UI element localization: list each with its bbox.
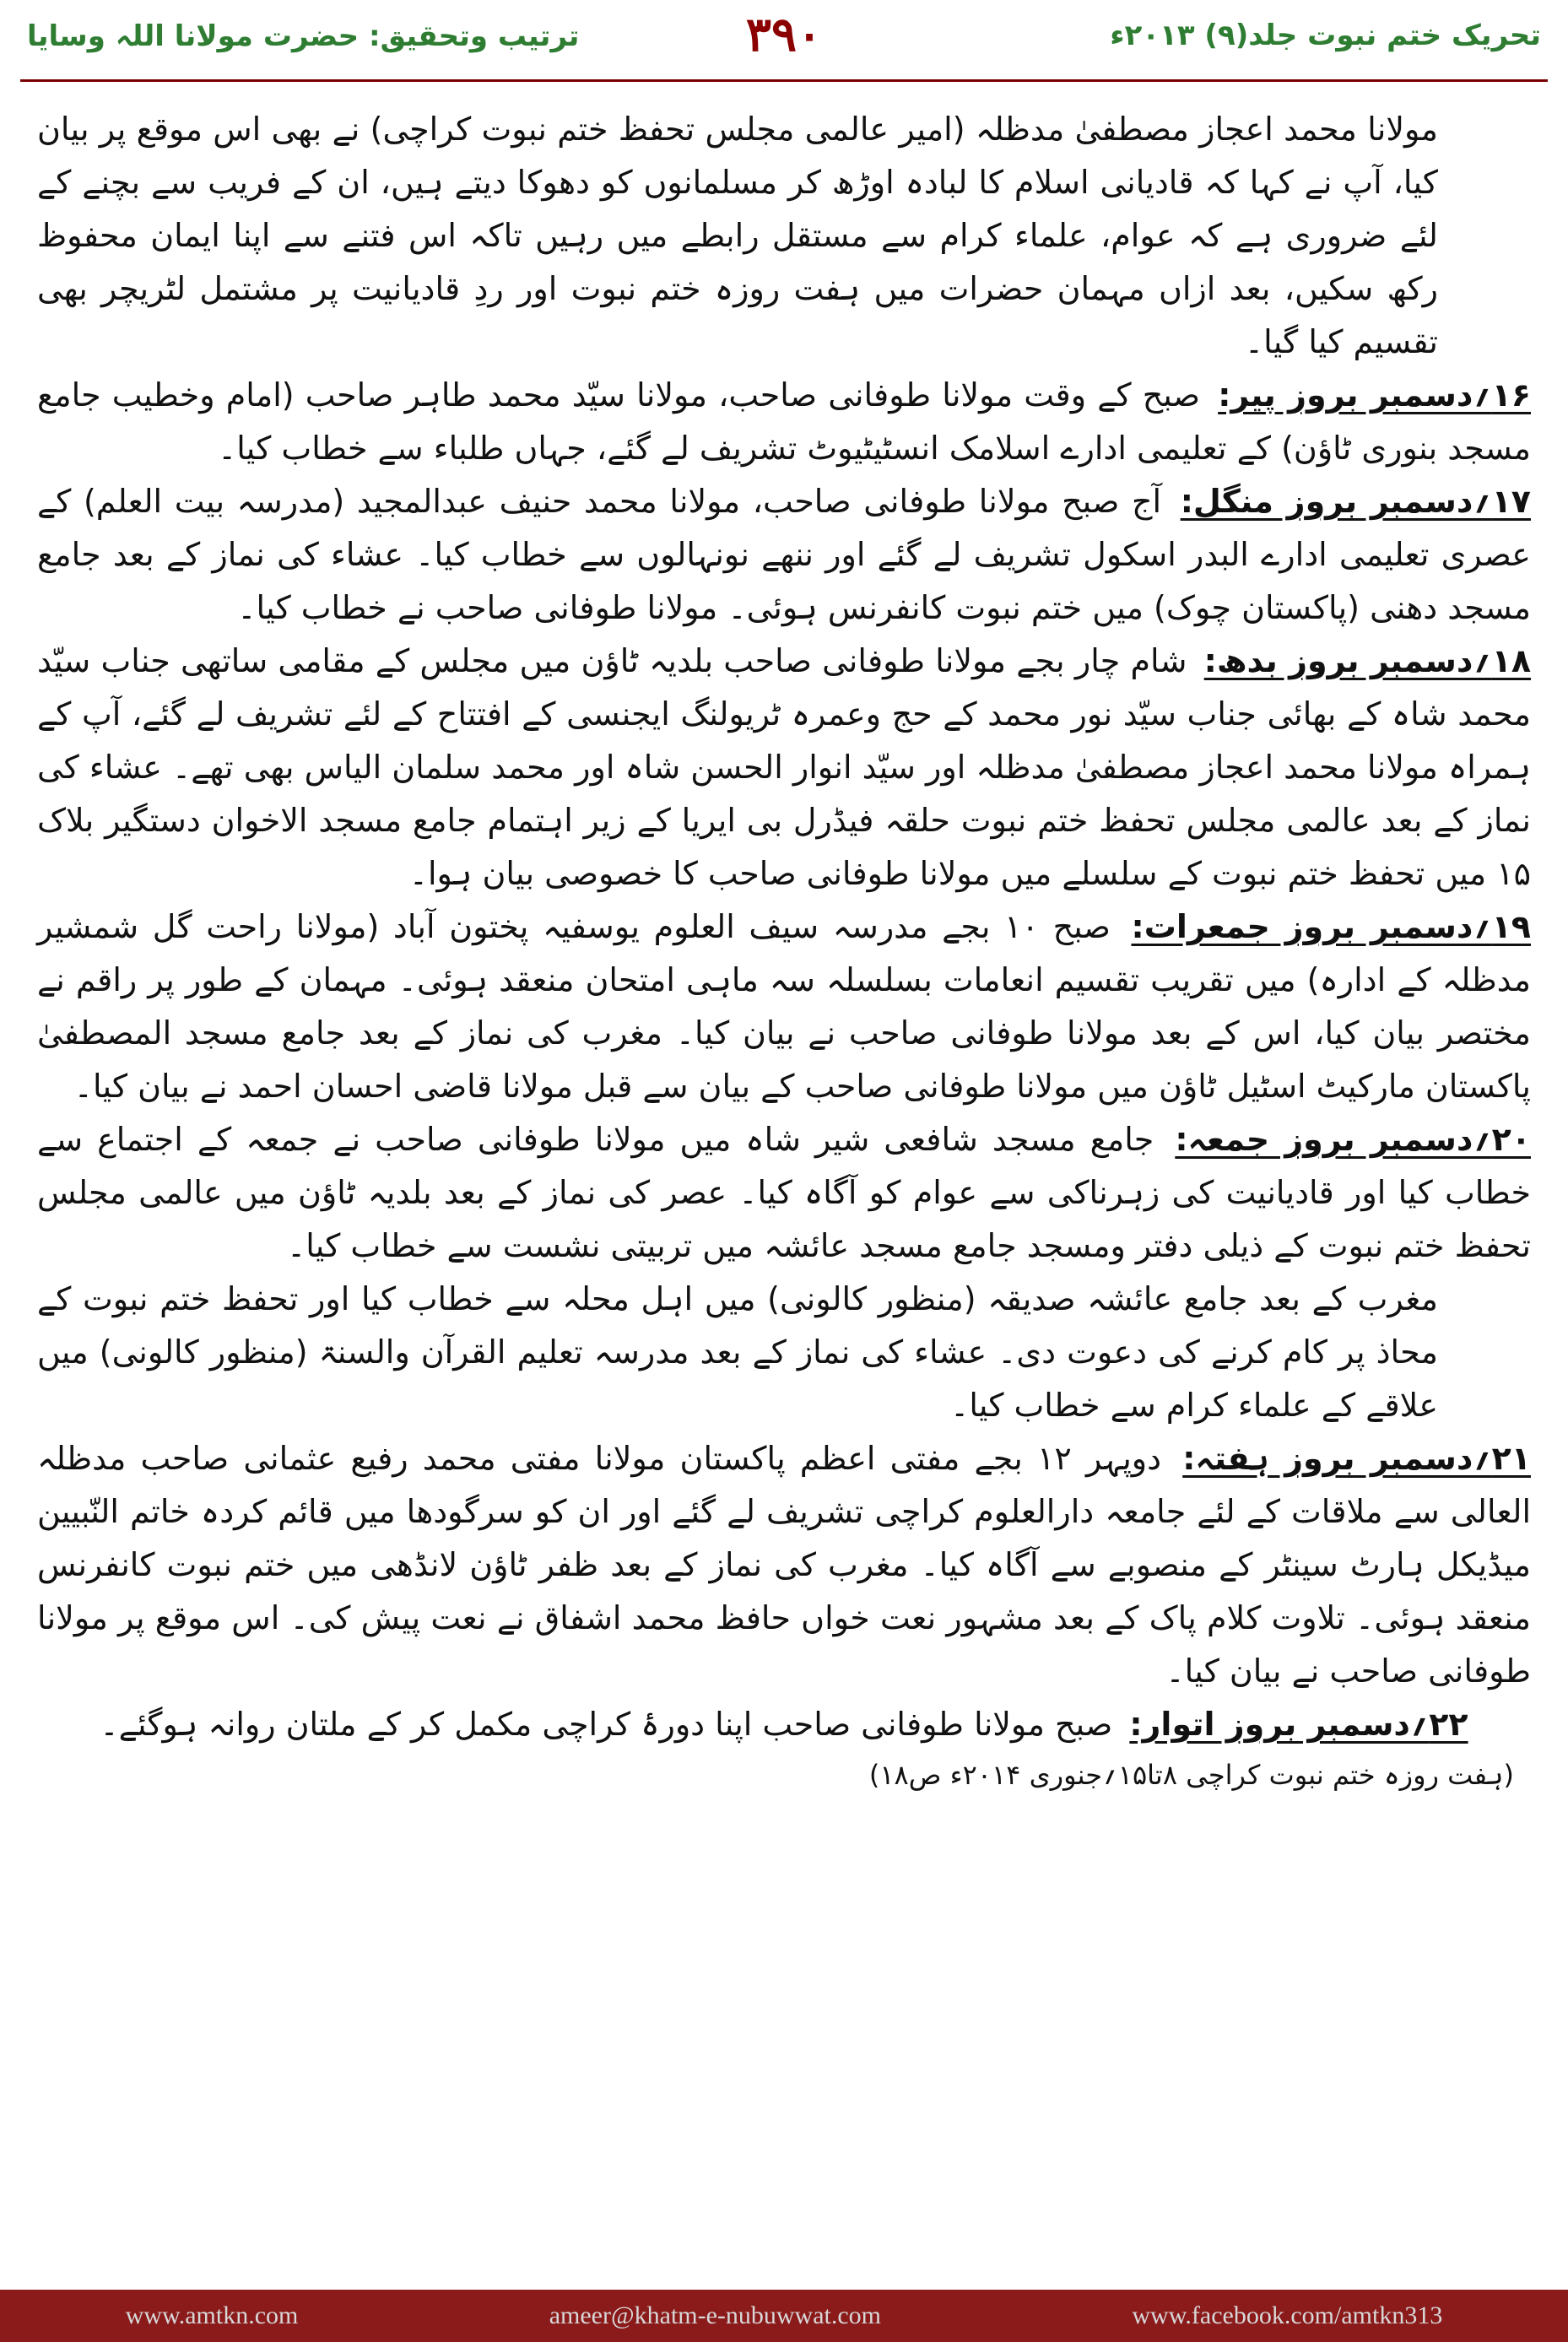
date-heading: ۲۰؍دسمبر بروز جمعہ: (1175, 1121, 1531, 1158)
page-footer (0, 2290, 1568, 2342)
date-heading: ۱۶؍دسمبر بروز پیر: (1218, 376, 1531, 414)
series-title: تحریک ختم نبوت جلد(۹) ۲۰۱۳ء (1110, 19, 1541, 52)
paragraph-text: دوپہر ۱۲ بجے مفتی اعظم پاکستان مولانا مفتی محمد رفیع عثمانی صاحب مدظلہ العالی سے ملاقات کے لئے جامعہ دارالعلوم کراچی تشریف لے گئے اور ان کو سرگودھا میں قائم کردہ خاتم النّبیین میڈیکل ہارٹ سینٹر کے منصوبے سے آگاہ کیا۔ مغرب کی نماز کے بعد ظفر ٹاؤن لانڈھی میں ختم نبوت کانفرنس منعقد ہوئی۔ تلاوت کلام پاک کے بعد مشہور نعت خواں حافظ محمد اشفاق نے نعت پیش کی۔ اس موقع پر مولانا طوفانی صاحب نے بیان کیا۔ (37, 1440, 1531, 1690)
header-divider (20, 79, 1548, 82)
paragraph-dec-16 (37, 369, 1531, 475)
paragraph-text: صبح مولانا طوفانی صاحب اپنا دورۂ کراچی مکمل کر کے ملتان روانہ ہوگئے۔ (100, 1706, 1113, 1743)
paragraph-text: مغرب کے بعد جامع عائشہ صدیقہ (منظور کالونی) میں اہل محلہ سے خطاب کیا اور تحفظ ختم نبوت کے محاذ پر کام کرنے کی دعوت دی۔ عشاء کی نماز کے بعد مدرسہ تعلیم القرآن والسنۃ (منظور کالونی) میں علاقے کے علماء کرام سے خطاب کیا۔ (37, 1280, 1438, 1424)
paragraph-text: آج صبح مولانا طوفانی صاحب، مولانا محمد حنیف عبدالمجید (مدرسہ بیت العلم) کے عصری تعلیمی ادارے البدر اسکول تشریف لے گئے اور ننھے نونہالوں سے خطاب کیا۔ عشاء کی نماز کے بعد جامع مسجد دھنی (پاکستان چوک) میں ختم نبوت کانفرنس ہوئی۔ مولانا طوفانی صاحب نے خطاب کیا۔ (37, 483, 1531, 626)
paragraph-dec-20 (37, 1113, 1531, 1273)
paragraph-text: مولانا محمد اعجاز مصطفیٰ مدظلہ (امیر عالمی مجلس تحفظ ختم نبوت کراچی) نے بھی اس موقع پر بیان کیا، آپ نے کہا کہ قادیانی اسلام کا لبادہ اوڑھ کر مسلمانوں کو دھوکا دیتے ہیں، ان کے فریب سے بچنے کے لئے ضروری ہے کہ عوام، علماء کرام سے مستقل رابطے میں رہیں تاکہ اس فتنے سے اپنا ایمان محفوظ رکھ سکیں، بعد ازاں مہمان حضرات میں ہفت روزہ ختم نبوت اور ردِ قادیانیت پر مشتمل لٹریچر بھی تقسیم کیا گیا۔ (37, 111, 1438, 360)
source-reference: (ہفت روزہ ختم نبوت کراچی ۸تا۱۵؍جنوری ۲۰۱۴ء ص۱۸) (868, 1759, 1514, 1791)
paragraph-text: صبح ۱۰ بجے مدرسہ سیف العلوم یوسفیہ پختون آباد (مولانا راحت گل شمشیر مدظلہ کے ادارہ) میں تقریب تقسیم انعامات بسلسلہ سہ ماہی امتحان منعقد ہوئی۔ مہمان کے طور پر راقم نے مختصر بیان کیا، اس کے بعد مولانا طوفانی صاحب نے بیان کیا۔ مغرب کی نماز کے بعد جامع مسجد المصطفیٰ پاکستان مارکیٹ اسٹیل ٹاؤن میں مولانا طوفانی صاحب کے بیان سے قبل مولانا قاضی احسان احمد نے بیان کیا۔ (37, 908, 1531, 1105)
paragraph-dec-20-evening (37, 1273, 1531, 1432)
page-header (0, 0, 1568, 81)
page-number: ۳۹۰ (745, 7, 823, 62)
paragraph-dec-21 (37, 1432, 1531, 1698)
paragraph-dec-17 (37, 475, 1531, 635)
paragraph-intro (37, 103, 1531, 369)
email-link[interactable]: ameer@khatm-e-nubuwwat.com (549, 2301, 882, 2329)
paragraph-dec-18 (37, 635, 1531, 901)
paragraph-text: صبح کے وقت مولانا طوفانی صاحب، مولانا سیّد محمد طاہر صاحب (امام وخطیب جامع مسجد بنوری ٹاؤن) کے تعلیمی ادارے اسلامک انسٹیٹیوٹ تشریف لے گئے، جہاں طلباء سے خطاب کیا۔ (37, 376, 1531, 467)
paragraph-text: جامع مسجد شافعی شیر شاہ میں مولانا طوفانی صاحب نے جمعہ کے اجتماع سے خطاب کیا اور قادیانیت کی زہرناکی سے عوام کو آگاہ کیا۔ عصر کی نماز کے بعد بلدیہ ٹاؤن میں عالمی مجلس تحفظ ختم نبوت کے ذیلی دفتر ومسجد جامع مسجد عائشہ میں تربیتی نشست سے خطاب کیا۔ (37, 1121, 1531, 1264)
paragraph-dec-22 (37, 1698, 1531, 1751)
date-heading: ۱۷؍دسمبر بروز منگل: (1180, 483, 1531, 520)
date-heading: ۱۸؍دسمبر بروز بدھ: (1203, 642, 1532, 679)
article-body (37, 103, 1531, 1798)
paragraph-text: شام چار بجے مولانا طوفانی صاحب بلدیہ ٹاؤن میں مجلس کے مقامی ساتھی جناب سیّد محمد شاہ کے بھائی جناب سیّد نور محمد کے حج وعمرہ ٹریولنگ ایجنسی کے افتتاح کے لئے تشریف لے گئے، آپ کے ہمراہ مولانا محمد اعجاز مصطفیٰ مدظلہ اور سیّد انوار الحسن شاہ اور محمد سلمان الیاس بھی تھے۔ عشاء کی نماز کے بعد عالمی مجلس تحفظ ختم نبوت حلقہ فیڈرل بی ایریا کے زیر اہتمام جامع مسجد الاخوان دستگیر بلاک ۱۵ میں تحفظ ختم نبوت کے سلسلے میں مولانا طوفانی صاحب کا خصوصی بیان ہوا۔ (37, 642, 1531, 892)
date-heading: ۱۹؍دسمبر بروز جمعرات: (1131, 908, 1531, 945)
facebook-link[interactable]: www.facebook.com/amtkn313 (1132, 2301, 1443, 2329)
paragraph-dec-19 (37, 901, 1531, 1113)
date-heading: ۲۱؍دسمبر بروز ہفتہ: (1182, 1440, 1531, 1477)
date-heading: ۲۲؍دسمبر بروز اتوار: (1129, 1706, 1468, 1743)
compiler-credit: ترتیب وتحقیق: حضرت مولانا اللہ وسایا (27, 19, 580, 53)
website-link[interactable]: www.amtkn.com (125, 2301, 299, 2329)
